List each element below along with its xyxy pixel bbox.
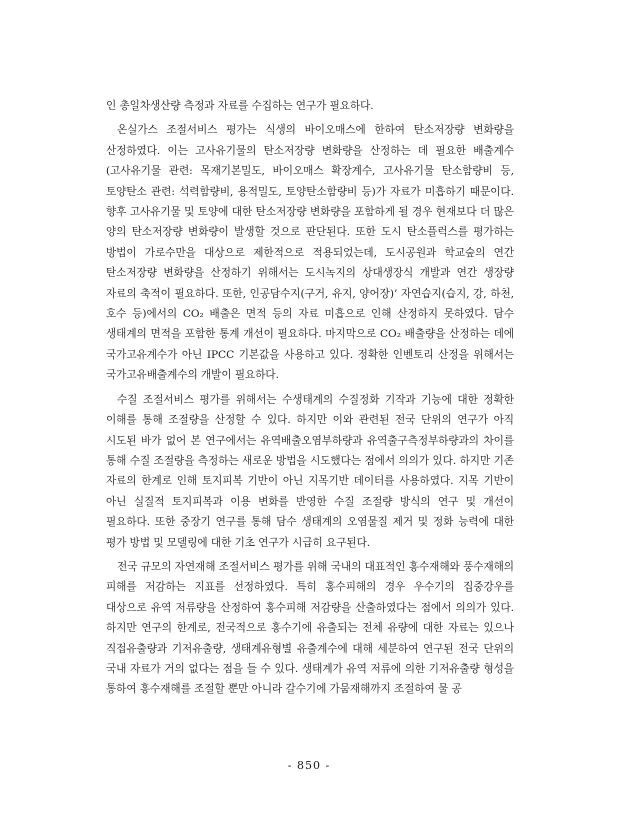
document-body [106,96,514,704]
paragraph-continuation: 인 총일차생산량 측정과 자료를 수집하는 연구가 필요하다. [106,100,374,112]
paragraph-greenhouse-gas: 온실가스 조절서비스 평가는 식생의 바이오매스에 한하여 탄소저장량 변화량을 산정하였다. 이는 고사유기물의 탄소저장량 변화량을 산정하는 데 필요한 배출계수(고사유기물 관련: 목재기본밀도, 바이오매스 확장계수, 고사유기물 탄소함량비 등, 토양탄소 관련: 석력함량비, 용적밀도, 토양탄소함량비 등)가 자료가 미흡하기 때문이다. 향후 고사유기물 및 토양에 대한 탄소저장량 변화량을 포함하게 될 경우 현재보다 더 많은 양의 탄소저장량 변화량이 발생할 것으로 판단된다. 또한 도시 탄소플럭스를 평가하는 방법이 가로수만을 대상으로 제한적으로 적용되었는데, 도시공원과 학교숲의 연간 탄소저장량 변화량을 산정하기 위해서는 도시녹지의 상대생장식 개발과 연간 생장량 자료의 축적이 필요하다. 또한, 인공담수지(구거, 유지, 양어장)’ 자연습지(습지, 강, 하천, 호수 등)에서의 CO₂ 배출은 면적 등의 자료 미흡으로 인해 산정하지 못하였다. 담수 생태계의 면적을 포함한 통계 개선이 필요하다. 마지막으로 CO₂ 배출량을 산정하는 데에 국가고유계수가 아닌 IPCC 기본값을 사용하고 있다. 정확한 인벤토리 산정을 위해서는 국가고유배출계수의 개발이 필요하다. [106,124,514,382]
page-number: - 850 - [287,759,331,772]
paragraph-water-quality: 수질 조절서비스 평가를 위해서는 수생태계의 수질정화 기작과 기능에 대한 정확한 이해를 통해 조절량을 산정할 수 있다. 하지만 이와 관련된 전국 단위의 연구가 아직 시도된 바가 없어 본 연구에서는 유역배출오염부하량과 유역출구측정부하량과의 차이를 통해 수질 조절량을 측정하는 새로운 방법을 시도했다는 점에서 의의가 있다. 하지만 기존 자료의 한계로 인해 토지피복 기반이 아닌 지목기반 데이터를 사용하였다. 지목 기반이 아닌 실질적 토지피복과 이용 변화를 반영한 수질 조절량 방식의 연구 및 개선이 필요하다. 또한 중장기 연구를 통해 담수 생태계의 오염물질 제거 및 정화 능력에 대한 평가 방법 및 모델링에 대한 기초 연구가 시급히 요구된다. [106,393,514,549]
paragraph-natural-disaster: 전국 규모의 자연재해 조절서비스 평가를 위해 국내의 대표적인 홍수재해와 풍수재해의 피해를 저감하는 지표를 선정하였다. 특히 홍수피해의 경우 우수기의 집중강우를 대상으로 유역 저류량을 산정하여 홍수피해 저감량을 산출하였다는 점에서 의의가 있다. 하지만 연구의 한계로, 전국적으로 홍수기에 유출되는 전체 유량에 대한 자료는 있으나 직접유출량과 기저유출량, 생태계유형별 유출계수에 대해 세분하여 연구된 전국 단위의 국내 자료가 거의 없다는 점을 들 수 있다. 생태계가 유역 저류에 의한 기저유출량 형성을 통하여 홍수재해를 조절할 뿐만 아니라 갈수기에 가뭄재해까지 조절하여 물 공 [106,560,514,696]
